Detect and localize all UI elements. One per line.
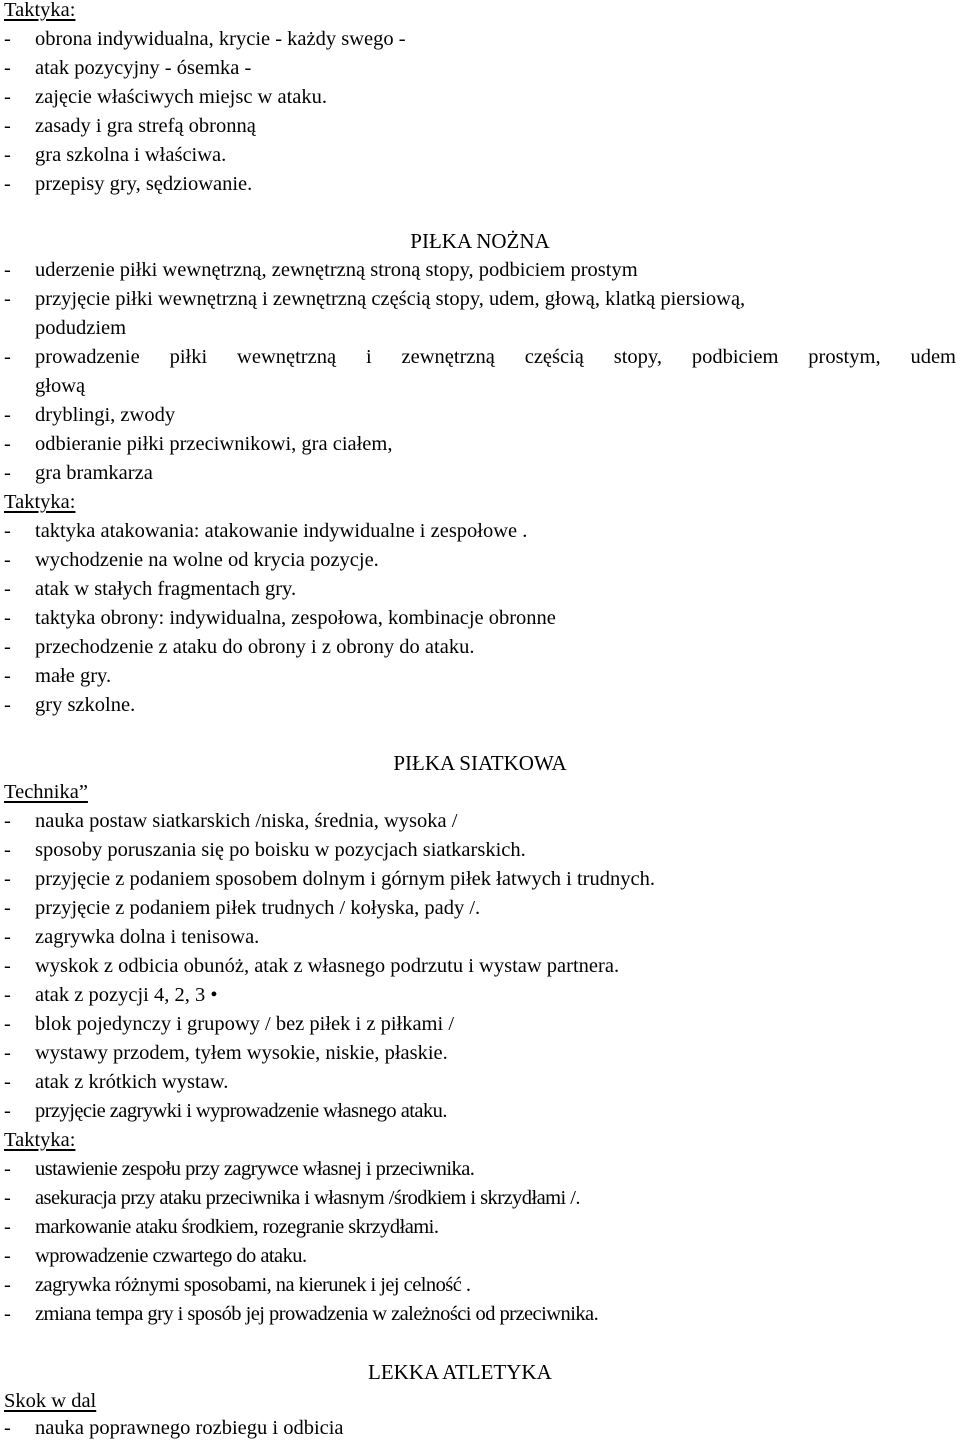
taktyka-label: Taktyka:	[4, 491, 76, 513]
list-item: - atak z pozycji 4, 2, 3 •	[4, 984, 218, 1006]
list-item: - taktyka atakowania: atakowanie indywidualne i zespołowe .	[4, 520, 528, 542]
list-item: - zagrywka różnymi sposobami, na kierunek i jej celność .	[4, 1274, 471, 1296]
list-item: - taktyka obrony: indywidualna, zespołowa, kombinacje obronne	[4, 607, 556, 629]
list-item: - uderzenie piłki wewnętrzną, zewnętrzną stroną stopy, podbiciem prostym	[4, 259, 638, 281]
list-item: - gra bramkarza	[4, 462, 153, 484]
list-item: - przyjęcie piłki wewnętrzną i zewnętrzną częścią stopy, udem, głową, klatką piersiową,	[4, 288, 746, 310]
list-item: - wyskok z odbicia obunóż, atak z własnego podrzutu i wystaw partnera.	[4, 955, 620, 977]
list-item: - zajęcie właściwych miejsc w ataku.	[4, 86, 327, 108]
list-item: - wychodzenie na wolne od krycia pozycje.	[4, 549, 379, 571]
list-item: - markowanie ataku środkiem, rozegranie skrzydłami.	[4, 1216, 439, 1238]
list-item: - asekuracja przy ataku przeciwnika i własnym /środkiem i skrzydłami /.	[4, 1187, 580, 1209]
list-item-continuation: głową	[35, 375, 86, 397]
list-item: - przepisy gry, sędziowanie.	[4, 173, 253, 195]
list-item: - nauka poprawnego rozbiegu i odbicia	[4, 1417, 344, 1439]
list-item: - gry szkolne.	[4, 694, 136, 716]
section-title-lekka-atletyka: LEKKA ATLETYKA	[368, 1360, 552, 1384]
list-item: - zagrywka dolna i tenisowa.	[4, 926, 260, 948]
list-item: - zasady i gra strefą obronną	[4, 115, 256, 137]
list-item: - zmiana tempa gry i sposób jej prowadzenia w zależności od przeciwnika.	[4, 1303, 599, 1325]
list-item: - dryblingi, zwody	[4, 404, 176, 426]
list-item: - przyjęcie z podaniem piłek trudnych / kołyska, pady /.	[4, 897, 481, 919]
list-item: - prowadzenie piłki wewnętrzną i zewnętrzną częścią stopy, podbiciem prostym, udem	[4, 346, 956, 368]
list-item: - atak w stałych fragmentach gry.	[4, 578, 297, 600]
list-item: - przyjęcie z podaniem sposobem dolnym i górnym piłek łatwych i trudnych.	[4, 868, 655, 890]
list-item: - przyjęcie zagrywki i wyprowadzenie własnego ataku.	[4, 1100, 447, 1122]
list-item: - wprowadzenie czwartego do ataku.	[4, 1245, 307, 1267]
taktyka-label: Taktyka:	[4, 0, 76, 21]
list-item: - atak z krótkich wystaw.	[4, 1071, 229, 1093]
section-title-pilka-nozna: PIŁKA NOŻNA	[410, 229, 550, 253]
list-item: - odbieranie piłki przeciwnikowi, gra ciałem,	[4, 433, 393, 455]
technika-label: Technika”	[4, 781, 88, 803]
list-item: - przechodzenie z ataku do obrony i z obrony do ataku.	[4, 636, 475, 658]
section-title-pilka-siatkowa: PIŁKA SIATKOWA	[393, 751, 567, 775]
skok-w-dal-label: Skok w dal	[4, 1390, 97, 1412]
list-item: - obrona indywidualna, krycie - każdy swego -	[4, 28, 406, 50]
list-item: - wystawy przodem, tyłem wysokie, niskie, płaskie.	[4, 1042, 448, 1064]
list-item: - blok pojedynczy i grupowy / bez piłek i z piłkami /	[4, 1013, 455, 1035]
list-item: - gra szkolna i właściwa.	[4, 144, 227, 166]
taktyka-label: Taktyka:	[4, 1129, 76, 1151]
list-item: - ustawienie zespołu przy zagrywce własnej i przeciwnika.	[4, 1158, 475, 1180]
list-item: - małe gry.	[4, 665, 112, 687]
list-item: - atak pozycyjny - ósemka -	[4, 57, 252, 79]
list-item: - sposoby poruszania się po boisku w pozycjach siatkarskich.	[4, 839, 526, 861]
list-item: - nauka postaw siatkarskich /niska, średnia, wysoka /	[4, 810, 458, 832]
list-item-continuation: podudziem	[35, 317, 127, 339]
